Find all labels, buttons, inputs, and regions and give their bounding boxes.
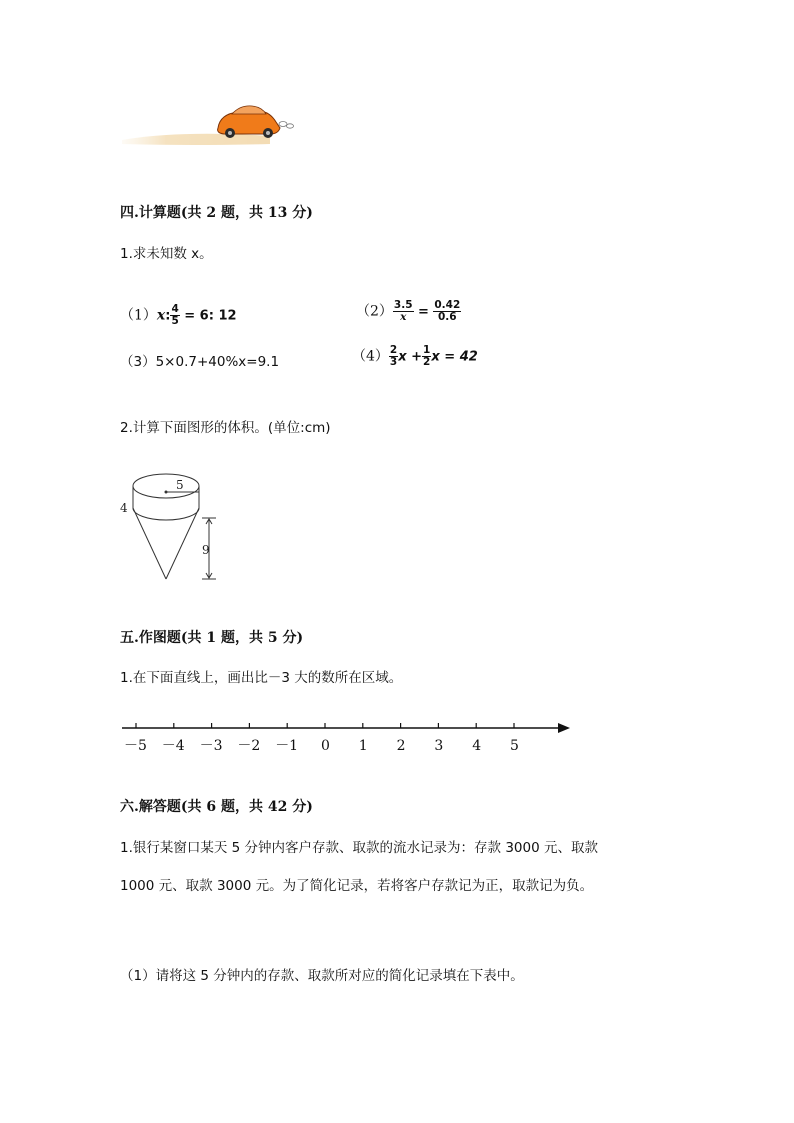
equation-4: （4） $\frac{2}{3}$ x + $\frac{1}{2}$ x = 42 [352,344,478,369]
number-line-label: 1 [358,738,368,754]
cylinder-height-label: 4 [120,501,128,515]
number-line-label: 3 [434,738,444,754]
problem-text-line: 1.银行某窗口某天 5 分钟内客户存款、取款的流水记录为：存款 3000 元、取款 [120,840,598,856]
question-stem: 2.计算下面图形的体积。(单位:cm) [120,420,331,436]
arrow-right-icon [558,723,570,733]
equation-2: （2） $\frac{3.5}{x}$ = $\frac{0.42}{0.6}$ [356,299,461,324]
car-illustration [120,100,305,150]
section-title-solutions: 六.解答题(共 6 题，共 42 分) [120,799,313,815]
number-line-label: －3 [199,738,223,754]
section-title-drawing: 五.作图题(共 1 题，共 5 分) [120,630,304,646]
number-line-label: －4 [161,738,185,754]
question-stem: 1.在下面直线上，画出比－3 大的数所在区域。 [120,670,403,686]
cone-height-label: 9 [202,543,210,557]
number-line-label: 2 [396,738,406,754]
radius-label: 5 [176,478,184,492]
section-title-calculation: 四.计算题(共 2 题，共 13 分) [120,205,313,221]
problem-text-line: 1000 元、取款 3000 元。为了简化记录，若将客户存款记为正，取款记为负。 [120,878,594,894]
number-line-label: 0 [321,738,330,754]
number-line[interactable] [118,716,578,762]
number-line-label: －2 [237,738,261,754]
equation-1: （1）x: $\frac{4}{5}$ = 6: 12 [120,303,237,328]
question-stem: 1.求未知数 x。 [120,246,213,262]
number-line-label: 4 [472,738,482,754]
equation-3: （3）5×0.7+40%x=9.1 [120,354,280,370]
number-line-label: －5 [124,738,147,754]
sub-question: （1）请将这 5 分钟内的存款、取款所对应的简化记录填在下表中。 [120,968,524,984]
number-line-label: －1 [275,738,299,754]
number-line-label: 5 [510,738,519,754]
cylinder-cone-figure [116,466,226,586]
